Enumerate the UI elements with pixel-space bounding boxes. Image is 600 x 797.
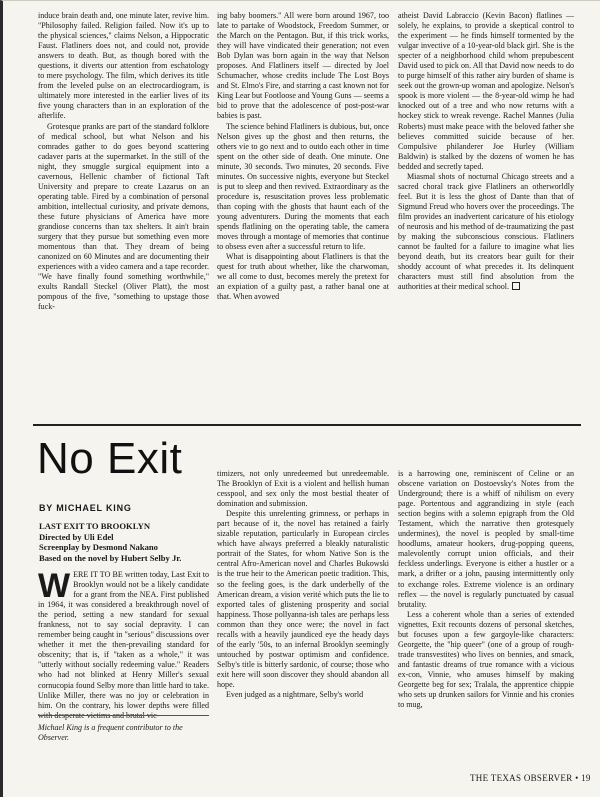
film-title: LAST EXIT TO BROOKLYN bbox=[39, 521, 151, 531]
page-footer: THE TEXAS OBSERVER • 19 bbox=[470, 773, 591, 783]
paragraph bbox=[398, 172, 574, 293]
lower-article-column-1 bbox=[38, 567, 209, 721]
lower-article-column-2 bbox=[217, 469, 389, 700]
top-article-column-1 bbox=[38, 11, 209, 312]
screenplay-credit: Screenplay by Desmond Nakano bbox=[39, 542, 158, 553]
paragraph: timizers, not only unredeemed but unredeemable. The Brooklyn of Exit is a violent and hellish human cesspool, and sex only the most bestial theater of domination and submission. bbox=[217, 469, 389, 509]
author-note: Michael King is a frequent contributor to the Observer. bbox=[38, 723, 183, 742]
paragraph: Less a coherent whole than a series of extended vignettes, Exit recounts dozens of personal sketches, but focuses upon a few gargoyle-like characters: Georgette, the "hip queer" (one of a group of rough-trade transvestites) who lives on bennies, and smack, and fantastic dreams of true romance with a vicious ex-con, Vinnie, who amuses himself by making Georgette beg for sex; Tralala, the apprentice chippie who sets up drunken sailors for Vinnie and his cronies to mug, bbox=[398, 609, 574, 710]
paragraph: The science behind Flatliners is dubious, but, once Nelson gives up the ghost and then returns, the others vie to go next and to outdo each other in time spent on the other side of death. One minute. One minute, 30 seconds. Two minutes, 20 seconds. Five minutes. On successive nights, everyone but Steckel is put to sleep and then revived. Extraordinary as the procedure is, resuscitation proves less problematic than coping with the ghosts that haunt each of the young adventurers. During the moments that each spends flatlining on the operating table, the camera moves through a montage of memories that continue to obsess even after a successful return to life. bbox=[217, 121, 389, 252]
paragraph: What is disappointing about Flatliners is that the quest for truth about whether, like the charwoman, we all come to dust, becomes merely the pretext for an expiation of a guilty past, a rather banal one at that. When avowed bbox=[217, 252, 389, 302]
drop-cap: W bbox=[38, 567, 71, 605]
paragraph: Despite this unrelenting grimness, or perhaps in part because of it, the novel has retained a fairly sizable reputation, particularly in European circles which have always preferred a bleakly naturalistic portrait of the States, for whom Native Son is the central Afro-American novel and Charles Bukowski is the true heir to the American poetic tradition. This, so the feeling goes, is the dark underbelly of the American dream, a vision verité which puts the lie to exported tales of glistening prosperity and social happiness. Those pollyanna-ish tales are perhaps less common than they once were; the novel in fact recalls with a heavily jaundiced eye the heady days of the early '50s, to an infernal Brooklyn seemingly untouched by postwar optimism and confidence. Selby's title is bitterly sardonic, of course; those who exit here will soon discover they should abandon all hope. bbox=[217, 509, 389, 689]
byline: BY MICHAEL KING bbox=[39, 503, 132, 513]
article-headline: No Exit bbox=[37, 434, 183, 483]
source-credit: Based on the novel by Hubert Selby Jr. bbox=[39, 552, 182, 563]
paragraph: atheist David Labraccio (Kevin Bacon) flatlines — solely, he explains, to provide a skeptical control to the experiment — he finds himself tormented by the vulgar invective of a 10-year-old black girl. She is the specter of a neighborhood child whom prepubescent David used to pick on. All that David now needs to do to purge himself of this rather airy burden of shame is seek out the grown-up woman and apologize. Nelson's spook is more violent — the 8-year-old wimp he had knocked out of a tree and who now returns with a hockey stick to wreak revenge. Rachel Mannes (Julia Roberts) must make peace with the beloved father she believes committed suicide because of her. Compulsive philanderer Joe Hurley (William Baldwin) is stalked by the dozens of women he has bedded and secretly taped. bbox=[398, 11, 574, 171]
paragraph: is a harrowing one, reminiscent of Celine or an obscene variation on Dostoevsky's Notes from the Underground; there is a whiff of nihilism on every page. Portentous and aggrandizing in style (each section begins with a solemn epigraph from the Old Testament, which the narrative then grotesquely undermines), the novel is peopled by small-time hoodlums, amateur hookers, drug-popping queens, malevolently corrupt union officials, and their feckless underlings. Everyone is either a hustler or a mark, a drifter or a john, pausing intermittently only to exchange roles. Extreme violence is an ordinary reflex — the novel is regularly punctuated by casual brutality. bbox=[398, 469, 574, 609]
paragraph bbox=[38, 567, 209, 721]
paragraph: induce brain death and, one minute later, revive him. "Philosophy failed. Religion failed. Now it's up to the physical sciences," claims Nelson, a Hippocratic Faust. Flatliners does not, and could not, provide answers to death. But, as though bored with the questions, it diverts our attention from eschatology to mere psychology. The film, which derives its title from the leveled pulse on an electrocardiogram, is ultimately more interested in the earlier lives of its five young characters than in an exploration of the afterlife. bbox=[38, 11, 209, 121]
lower-article-column-3 bbox=[398, 469, 574, 710]
paragraph: Grotesque pranks are part of the standard folklore of medical school, but what Nelson and his comrades gather to do goes beyond scattering cadaver parts at the supermarket. In the still of the night, they smuggle surgical equipment into a cavernous, Hellenic chamber of fictional Taft University and prepare to create Lazarus on an operating table. Fired by a combination of personal ambition, intellectual curiosity, and private demons, these future physicians of America have more grandiose concerns than tax shelters. It ain't brain surgery that they pursue but something even more momentous than that. They dream of being canonized on 60 Minutes and are documenting their experiences with a video camera and a tape recorder. "We have finally found something worthwhile," exults Randall Steckel (Oliver Platt), the most pompous of the five, "something to upstage those fuck- bbox=[38, 121, 209, 312]
film-credits bbox=[39, 521, 219, 563]
top-article-column-2 bbox=[217, 11, 389, 302]
end-of-article-mark-icon bbox=[512, 282, 520, 290]
director-credit: Directed by Uli Edel bbox=[39, 531, 114, 542]
note-divider bbox=[38, 715, 209, 716]
paragraph-text: Miasmal shots of nocturnal Chicago streets and a sacred choral track give Flatliners an otherworldly feel. But it is less the ghost of Dante than that of Sigmund Freud who hovers over the proceedings. The film provides an inadvertent caricature of his etiology of neurosis and his method of de-traumatizing the past by making the subconscious conscious. Flatliners cannot be faulted for a failure to imagine what lies beyond death, but its creators bear guilt for their shoddy account of what precedes it. Its delinquent characters must still find absolution from the authorities at their medical school. bbox=[398, 171, 574, 292]
paragraph: ing baby boomers." All were born around 1967, too late to partake of Woodstock, Freedom Summer, or the March on the Pentagon. But, if this trick works, they will have vindicated their generation; not even Bob Dylan was born again in the way that Nelson proposes. And Flatliners itself — directed by Joel Schumacher, whose credits include The Lost Boys and St. Elmo's Fire, and starring a cast known not for King Lear but Footloose and Young Guns — seems a bid to prove that the adolescence of post-post-war babies is past. bbox=[217, 11, 389, 121]
section-divider bbox=[33, 424, 581, 426]
paragraph: Even judged as a nightmare, Selby's world bbox=[226, 690, 364, 700]
paragraph-text: ERE IT TO BE written today, Last Exit to Brooklyn would not be a likely candidate for a grant from the NEA. First published in 1964, it was considered a breakthrough novel of the period, setting a new standard for sexual frankness, not to say social depravity. I can remember being caught in "serious" discussions over whether it met the then-prevailing standard for obscenity; that is, if "taken as a whole," it was "utterly without socially redeeming value." Readers who had not blinked at Henry Miller's sexual cornucopia found Selby more than little hard to take. Unlike Miller, there was no joy or celebration in him. On the contrary, his lower depths were filled bbox=[38, 570, 209, 710]
top-article-column-3 bbox=[398, 11, 574, 292]
